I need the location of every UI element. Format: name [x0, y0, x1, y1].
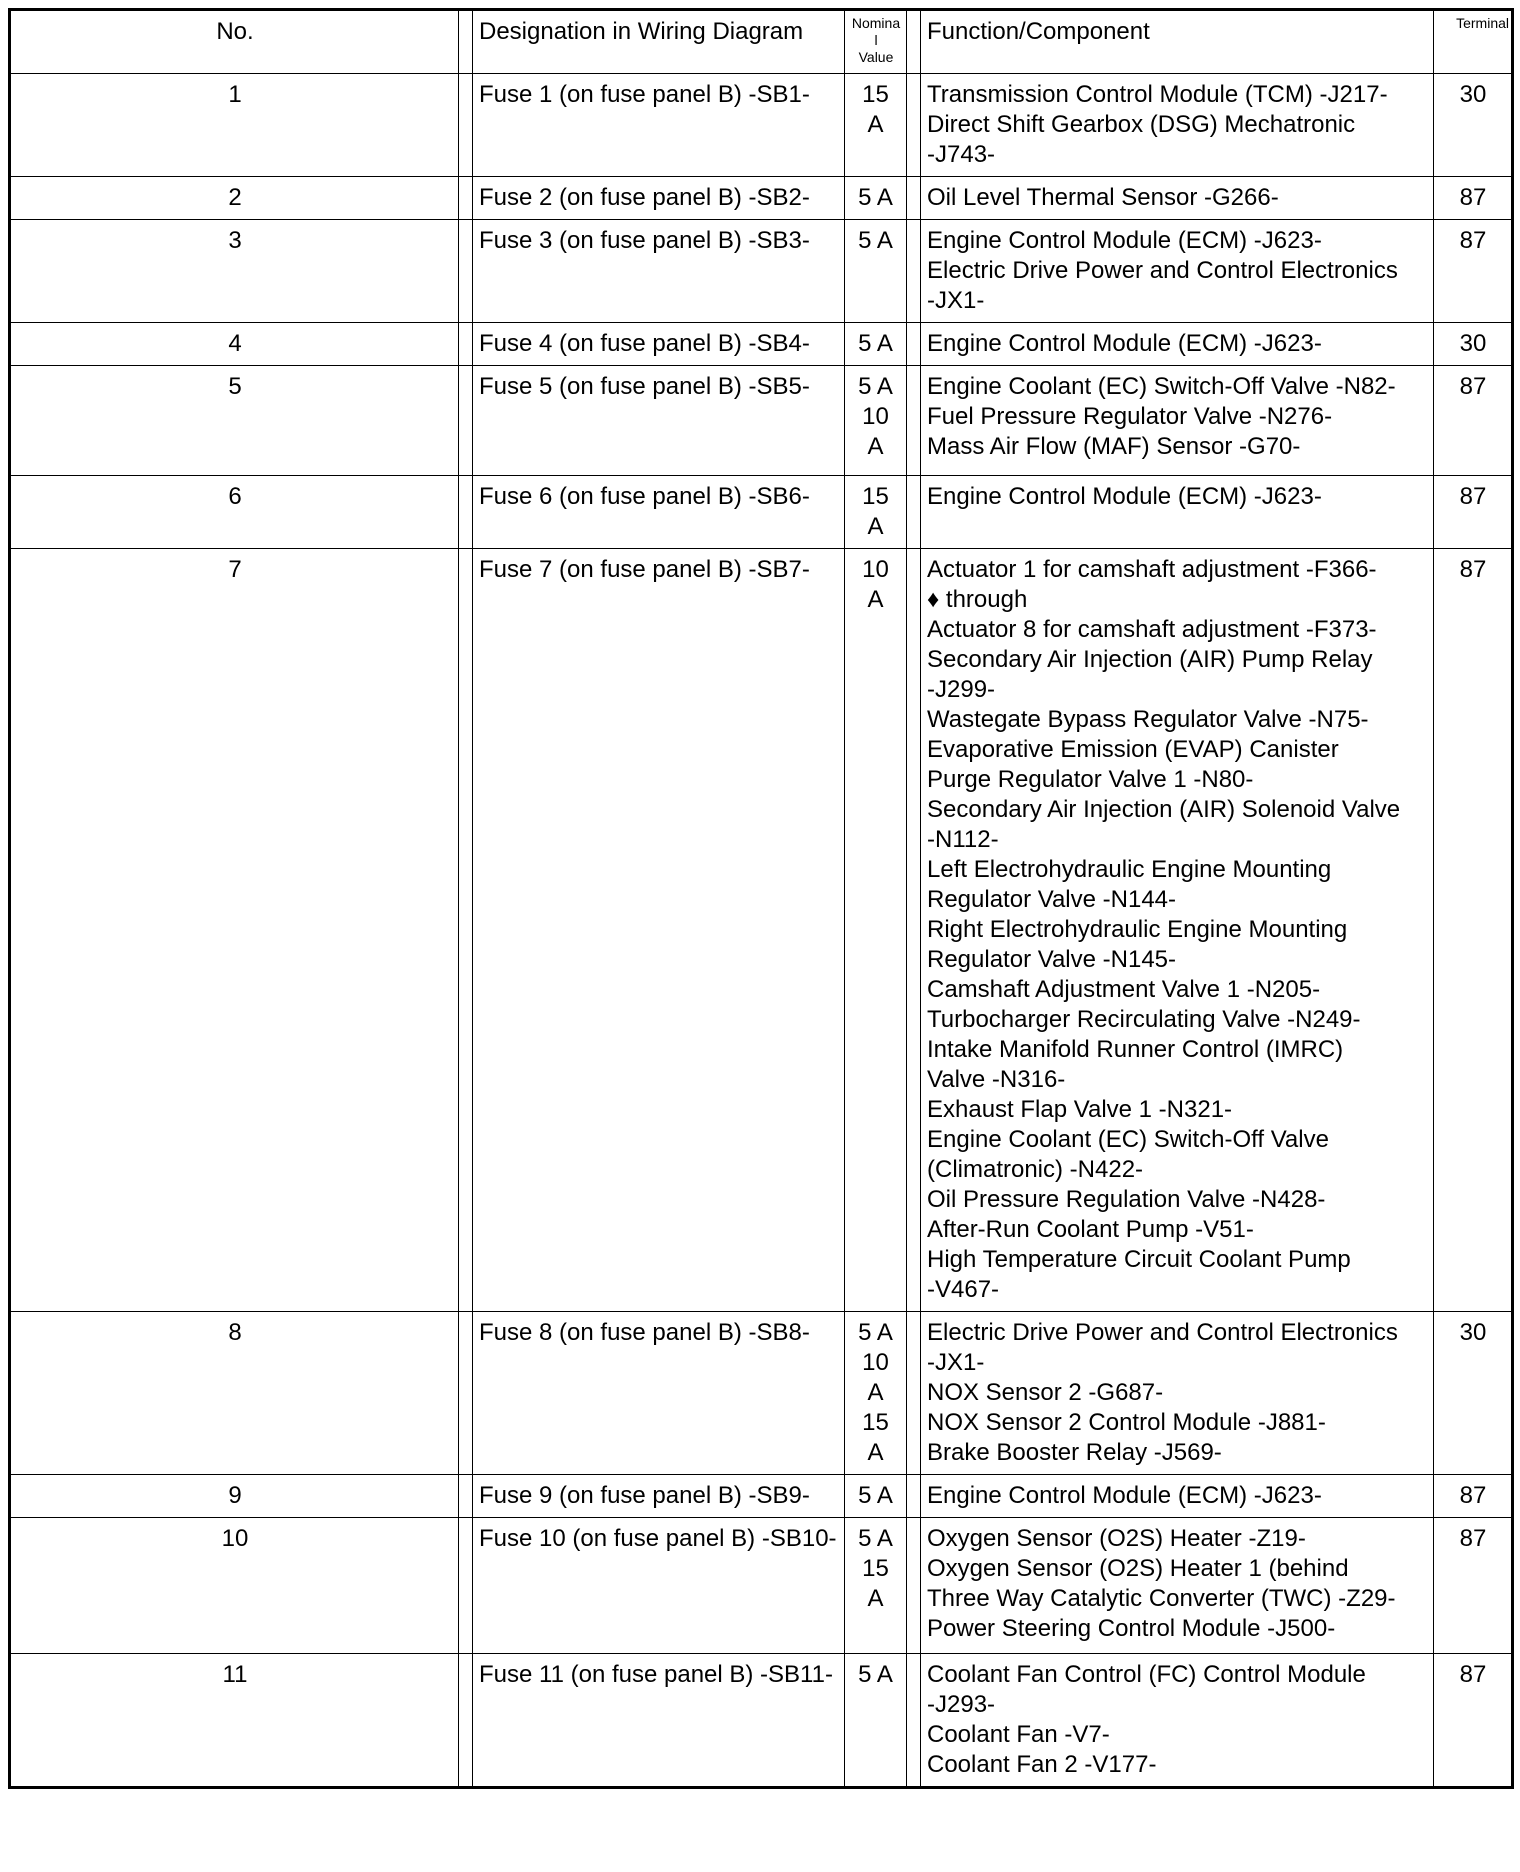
table-row [10, 366, 1513, 476]
nominal-value-line: A [867, 1379, 884, 1406]
fuse-table-body [10, 74, 1513, 1788]
row-spacer [907, 74, 921, 177]
fuse-number: 6 [10, 476, 459, 549]
terminal: 87 [1434, 1654, 1513, 1788]
function-component [921, 549, 1434, 1312]
function-line: Electric Drive Power and Control Electronics [927, 257, 1398, 284]
terminal: 87 [1434, 549, 1513, 1312]
header-designation: Designation in Wiring Diagram [473, 10, 845, 74]
header-function: Function/Component [921, 10, 1434, 74]
function-line: Turbocharger Recirculating Valve -N249- [927, 1006, 1361, 1033]
fuse-designation: Fuse 2 (on fuse panel B) -SB2- [473, 177, 845, 220]
nominal-value-line: 10 [862, 1349, 889, 1376]
header-nominal-line1: Nominal [851, 15, 901, 48]
function-line: -J743- [927, 141, 996, 168]
nominal-value [845, 220, 907, 323]
function-line: (Climatronic) -N422- [927, 1156, 1144, 1183]
nominal-value [845, 476, 907, 549]
function-line: Coolant Fan Control (FC) Control Module [927, 1661, 1366, 1688]
terminal: 87 [1434, 476, 1513, 549]
row-spacer [459, 476, 473, 549]
nominal-value-line: A [867, 1439, 884, 1466]
nominal-value-line: A [867, 513, 884, 540]
nominal-value [845, 549, 907, 1312]
terminal: 87 [1434, 220, 1513, 323]
function-line: Three Way Catalytic Converter (TWC) -Z29- [927, 1585, 1396, 1612]
row-spacer [459, 1475, 473, 1518]
terminal: 87 [1434, 177, 1513, 220]
nominal-value-line: 5 A [858, 330, 893, 357]
function-line: NOX Sensor 2 -G687- [927, 1379, 1164, 1406]
function-line: Actuator 1 for camshaft adjustment -F366- [927, 556, 1377, 583]
function-line: Power Steering Control Module -J500- [927, 1615, 1336, 1642]
row-spacer [907, 220, 921, 323]
header-spacer [907, 10, 921, 74]
nominal-value [845, 323, 907, 366]
nominal-value-line: 5 A [858, 184, 893, 211]
nominal-value-line: 15 [862, 81, 889, 108]
row-spacer [907, 549, 921, 1312]
terminal: 87 [1434, 1475, 1513, 1518]
table-row [10, 323, 1513, 366]
function-line: Regulator Valve -N145- [927, 946, 1177, 973]
function-line: Fuel Pressure Regulator Valve -N276- [927, 403, 1333, 430]
row-spacer [459, 1312, 473, 1475]
function-line: Engine Control Module (ECM) -J623- [927, 1482, 1322, 1509]
terminal: 87 [1434, 366, 1513, 476]
table-row [10, 1654, 1513, 1788]
nominal-value-line: 5 A [858, 1661, 893, 1688]
function-line: ♦ through [927, 586, 1028, 613]
function-component [921, 220, 1434, 323]
function-line: Actuator 8 for camshaft adjustment -F373- [927, 616, 1377, 643]
terminal: 30 [1434, 1312, 1513, 1475]
header-nominal-value [845, 10, 907, 74]
function-line: Brake Booster Relay -J569- [927, 1439, 1222, 1466]
nominal-value-line: 5 A [858, 1319, 893, 1346]
function-line: Engine Coolant (EC) Switch-Off Valve -N82- [927, 373, 1396, 400]
function-line: Electric Drive Power and Control Electronics [927, 1319, 1398, 1346]
function-line: -JX1- [927, 287, 985, 314]
row-spacer [907, 177, 921, 220]
row-spacer [907, 1518, 921, 1654]
fuse-designation: Fuse 7 (on fuse panel B) -SB7- [473, 549, 845, 1312]
header-nominal-line2: Value [858, 49, 894, 65]
header-no: No. [10, 10, 459, 74]
function-line: Evaporative Emission (EVAP) Canister [927, 736, 1339, 763]
nominal-value-line: A [867, 586, 884, 613]
nominal-value-line: A [867, 111, 884, 138]
fuse-designation: Fuse 3 (on fuse panel B) -SB3- [473, 220, 845, 323]
function-line: Coolant Fan 2 -V177- [927, 1751, 1157, 1778]
function-line: Oxygen Sensor (O2S) Heater 1 (behind [927, 1555, 1349, 1582]
table-row [10, 549, 1513, 1312]
function-line: Wastegate Bypass Regulator Valve -N75- [927, 706, 1369, 733]
fuse-number: 4 [10, 323, 459, 366]
fuse-number: 3 [10, 220, 459, 323]
header-spacer [459, 10, 473, 74]
row-spacer [459, 220, 473, 323]
fuse-designation: Fuse 10 (on fuse panel B) -SB10- [473, 1518, 845, 1654]
nominal-value-line: 15 [862, 1555, 889, 1582]
function-line: Engine Control Module (ECM) -J623- [927, 227, 1322, 254]
fuse-number: 11 [10, 1654, 459, 1788]
function-line: Engine Control Module (ECM) -J623- [927, 330, 1322, 357]
function-line: Engine Control Module (ECM) -J623- [927, 483, 1322, 510]
fuse-designation: Fuse 4 (on fuse panel B) -SB4- [473, 323, 845, 366]
terminal: 30 [1434, 74, 1513, 177]
function-line: After-Run Coolant Pump -V51- [927, 1216, 1254, 1243]
function-line: -JX1- [927, 1349, 985, 1376]
function-line: Oil Level Thermal Sensor -G266- [927, 184, 1279, 211]
function-line: -J299- [927, 676, 996, 703]
function-line: Secondary Air Injection (AIR) Pump Relay [927, 646, 1373, 673]
function-line: NOX Sensor 2 Control Module -J881- [927, 1409, 1326, 1436]
row-spacer [459, 366, 473, 476]
function-component [921, 74, 1434, 177]
nominal-value-line: A [867, 1585, 884, 1612]
function-component [921, 1312, 1434, 1475]
nominal-value-line: 5 A [858, 1525, 893, 1552]
row-spacer [459, 74, 473, 177]
fuse-designation: Fuse 5 (on fuse panel B) -SB5- [473, 366, 845, 476]
terminal: 30 [1434, 323, 1513, 366]
function-line: Valve -N316- [927, 1066, 1066, 1093]
row-spacer [907, 476, 921, 549]
function-line: High Temperature Circuit Coolant Pump [927, 1246, 1351, 1273]
function-line: Purge Regulator Valve 1 -N80- [927, 766, 1254, 793]
function-line: Intake Manifold Runner Control (IMRC) [927, 1036, 1344, 1063]
terminal: 87 [1434, 1518, 1513, 1654]
fuse-table [8, 8, 1514, 1789]
function-line: Oxygen Sensor (O2S) Heater -Z19- [927, 1525, 1306, 1552]
function-line: -N112- [927, 826, 999, 853]
table-row [10, 177, 1513, 220]
fuse-designation: Fuse 1 (on fuse panel B) -SB1- [473, 74, 845, 177]
nominal-value [845, 1654, 907, 1788]
fuse-number: 10 [10, 1518, 459, 1654]
fuse-designation: Fuse 6 (on fuse panel B) -SB6- [473, 476, 845, 549]
row-spacer [907, 366, 921, 476]
nominal-value-line: 5 A [858, 1482, 893, 1509]
row-spacer [459, 177, 473, 220]
table-row [10, 1475, 1513, 1518]
function-line: Mass Air Flow (MAF) Sensor -G70- [927, 433, 1301, 460]
header-row [10, 10, 1513, 74]
nominal-value [845, 366, 907, 476]
row-spacer [459, 323, 473, 366]
function-line: Direct Shift Gearbox (DSG) Mechatronic [927, 111, 1356, 138]
table-row [10, 1312, 1513, 1475]
function-line: Camshaft Adjustment Valve 1 -N205- [927, 976, 1321, 1003]
table-row [10, 74, 1513, 177]
fuse-number: 1 [10, 74, 459, 177]
function-component [921, 476, 1434, 549]
row-spacer [459, 1654, 473, 1788]
function-line: Left Electrohydraulic Engine Mounting [927, 856, 1332, 883]
table-row [10, 220, 1513, 323]
row-spacer [907, 1654, 921, 1788]
function-line: Regulator Valve -N144- [927, 886, 1177, 913]
nominal-value [845, 1475, 907, 1518]
function-line: Exhaust Flap Valve 1 -N321- [927, 1096, 1233, 1123]
fuse-number: 7 [10, 549, 459, 1312]
function-line: -V467- [927, 1276, 1000, 1303]
nominal-value-line: 5 A [858, 227, 893, 254]
function-line: -J293- [927, 1691, 996, 1718]
function-line: Secondary Air Injection (AIR) Solenoid Valve [927, 796, 1401, 823]
header-terminal: Terminal [1434, 10, 1513, 74]
table-row [10, 1518, 1513, 1654]
table-row [10, 476, 1513, 549]
row-spacer [907, 1475, 921, 1518]
nominal-value [845, 1312, 907, 1475]
function-line: Coolant Fan -V7- [927, 1721, 1110, 1748]
fuse-designation: Fuse 8 (on fuse panel B) -SB8- [473, 1312, 845, 1475]
nominal-value-line: 15 [862, 483, 889, 510]
fuse-number: 2 [10, 177, 459, 220]
function-line: Oil Pressure Regulation Valve -N428- [927, 1186, 1326, 1213]
function-component [921, 323, 1434, 366]
function-component [921, 1654, 1434, 1788]
nominal-value [845, 74, 907, 177]
nominal-value-line: A [867, 433, 884, 460]
fuse-designation: Fuse 9 (on fuse panel B) -SB9- [473, 1475, 845, 1518]
row-spacer [459, 549, 473, 1312]
fuse-number: 9 [10, 1475, 459, 1518]
row-spacer [459, 1518, 473, 1654]
nominal-value-line: 10 [862, 556, 889, 583]
function-line: Engine Coolant (EC) Switch-Off Valve [927, 1126, 1329, 1153]
nominal-value [845, 1518, 907, 1654]
function-component [921, 177, 1434, 220]
row-spacer [907, 1312, 921, 1475]
nominal-value-line: 5 A [858, 373, 893, 400]
nominal-value-line: 10 [862, 403, 889, 430]
function-line: Right Electrohydraulic Engine Mounting [927, 916, 1348, 943]
function-line: Transmission Control Module (TCM) -J217- [927, 81, 1388, 108]
fuse-number: 5 [10, 366, 459, 476]
function-component [921, 1475, 1434, 1518]
function-component [921, 366, 1434, 476]
function-component [921, 1518, 1434, 1654]
nominal-value-line: 15 [862, 1409, 889, 1436]
fuse-number: 8 [10, 1312, 459, 1475]
row-spacer [907, 323, 921, 366]
fuse-designation: Fuse 11 (on fuse panel B) -SB11- [473, 1654, 845, 1788]
nominal-value [845, 177, 907, 220]
